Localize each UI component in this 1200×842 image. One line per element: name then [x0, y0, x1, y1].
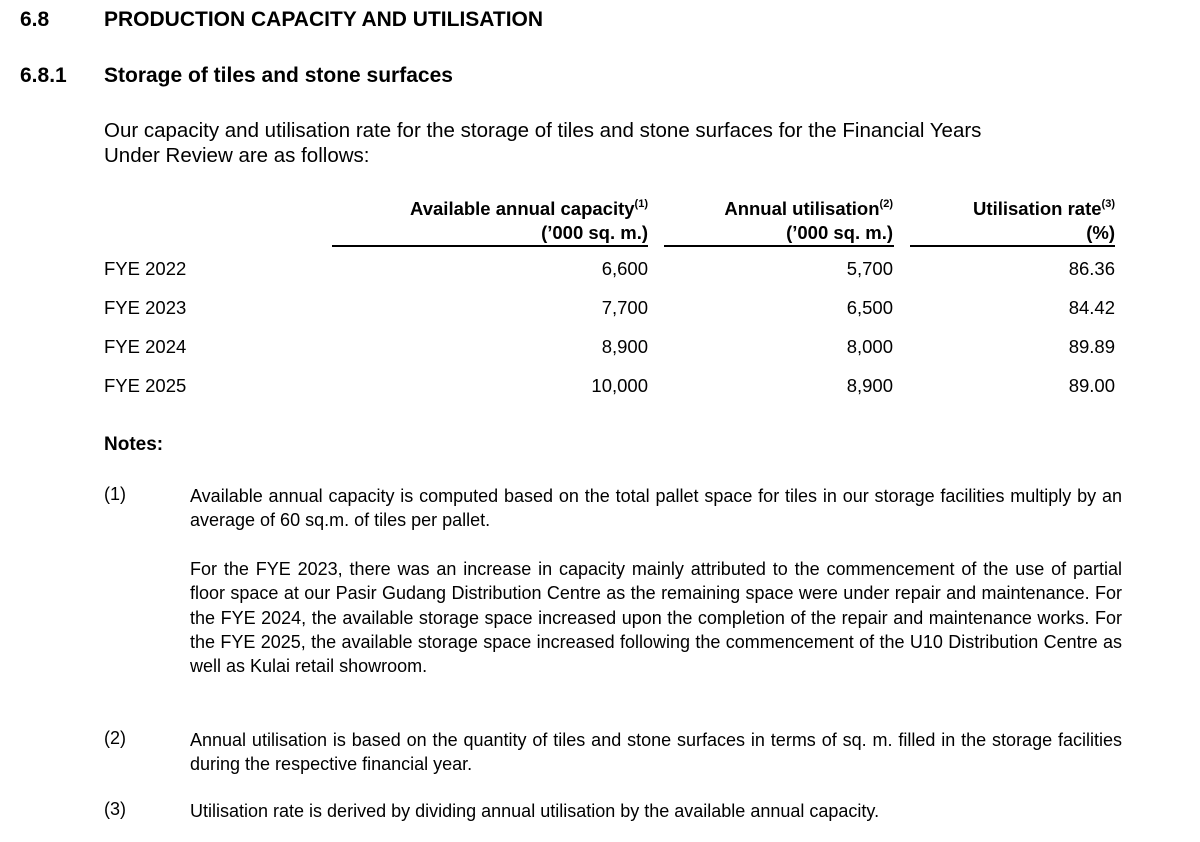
column-header-capacity: [410, 197, 648, 245]
section-number: 6.8: [20, 8, 50, 31]
row-year: FYE 2024: [104, 336, 187, 357]
row-utilisation: 6,500: [846, 297, 893, 318]
row-capacity: 8,900: [601, 336, 648, 357]
column-title: Utilisation rate: [973, 198, 1102, 219]
row-year: FYE 2023: [104, 297, 187, 318]
note-paragraph: Available annual capacity is computed based on the total pallet space for tiles in our storage facilities multiply by an average of 60 sq.m. of tiles per pallet.: [190, 486, 1122, 531]
note-paragraph: Utilisation rate is derived by dividing annual utilisation by the available annual capacity.: [190, 801, 880, 821]
row-utilisation: 5,700: [846, 258, 893, 279]
subsection-title: Storage of tiles and stone surfaces: [104, 64, 453, 87]
subsection-number: 6.8.1: [20, 64, 67, 87]
row-rate: 89.89: [1068, 336, 1115, 357]
row-utilisation: 8,000: [846, 336, 893, 357]
column-unit: (’000 sq. m.): [541, 222, 648, 243]
header-rule-utilisation: [664, 245, 894, 247]
header-rule-capacity: [332, 245, 648, 247]
row-utilisation: 8,900: [846, 375, 893, 396]
column-header-rate: [973, 197, 1115, 245]
row-capacity: 6,600: [601, 258, 648, 279]
column-title: Available annual capacity: [410, 198, 635, 219]
header-rule-rate: [910, 245, 1115, 247]
footnote-ref: (3): [1101, 198, 1115, 210]
note-number: (3): [104, 799, 126, 819]
intro-line-1: Our capacity and utilisation rate for the storage of tiles and stone surfaces for the Financial Years: [104, 119, 982, 142]
footnote-ref: (2): [879, 198, 893, 210]
row-rate: 86.36: [1068, 258, 1115, 279]
column-header-utilisation: [724, 197, 893, 245]
note-paragraph: Annual utilisation is based on the quantity of tiles and stone surfaces in terms of sq. m. filled in the storage facilities during the respective financial year.: [190, 730, 1122, 775]
footnote-ref: (1): [634, 198, 648, 210]
note-number: (1): [104, 484, 126, 504]
row-year: FYE 2022: [104, 258, 187, 279]
column-unit: (%): [1086, 222, 1115, 243]
row-capacity: 7,700: [601, 297, 648, 318]
column-unit: (’000 sq. m.): [786, 222, 893, 243]
note-number: (2): [104, 728, 126, 748]
row-capacity: 10,000: [591, 375, 648, 396]
row-rate: 84.42: [1068, 297, 1115, 318]
row-year: FYE 2025: [104, 375, 187, 396]
column-title: Annual utilisation: [724, 198, 880, 219]
section-title: PRODUCTION CAPACITY AND UTILISATION: [104, 8, 544, 31]
intro-line-2: Under Review are as follows:: [104, 144, 370, 167]
notes-heading: Notes:: [104, 434, 164, 455]
row-rate: 89.00: [1068, 375, 1115, 396]
note-paragraph: For the FYE 2023, there was an increase in capacity mainly attributed to the commencement of the use of partial floor space at our Pasir Gudang Distribution Centre as the remaining space were under repair and maintenance. For the FYE 2024, the available storage space increased upon the completion of the repair and maintenance works. For the FYE 2025, the available storage space increased following the commencement of the U10 Distribution Centre as well as Kulai retail showroom.: [190, 559, 1122, 677]
